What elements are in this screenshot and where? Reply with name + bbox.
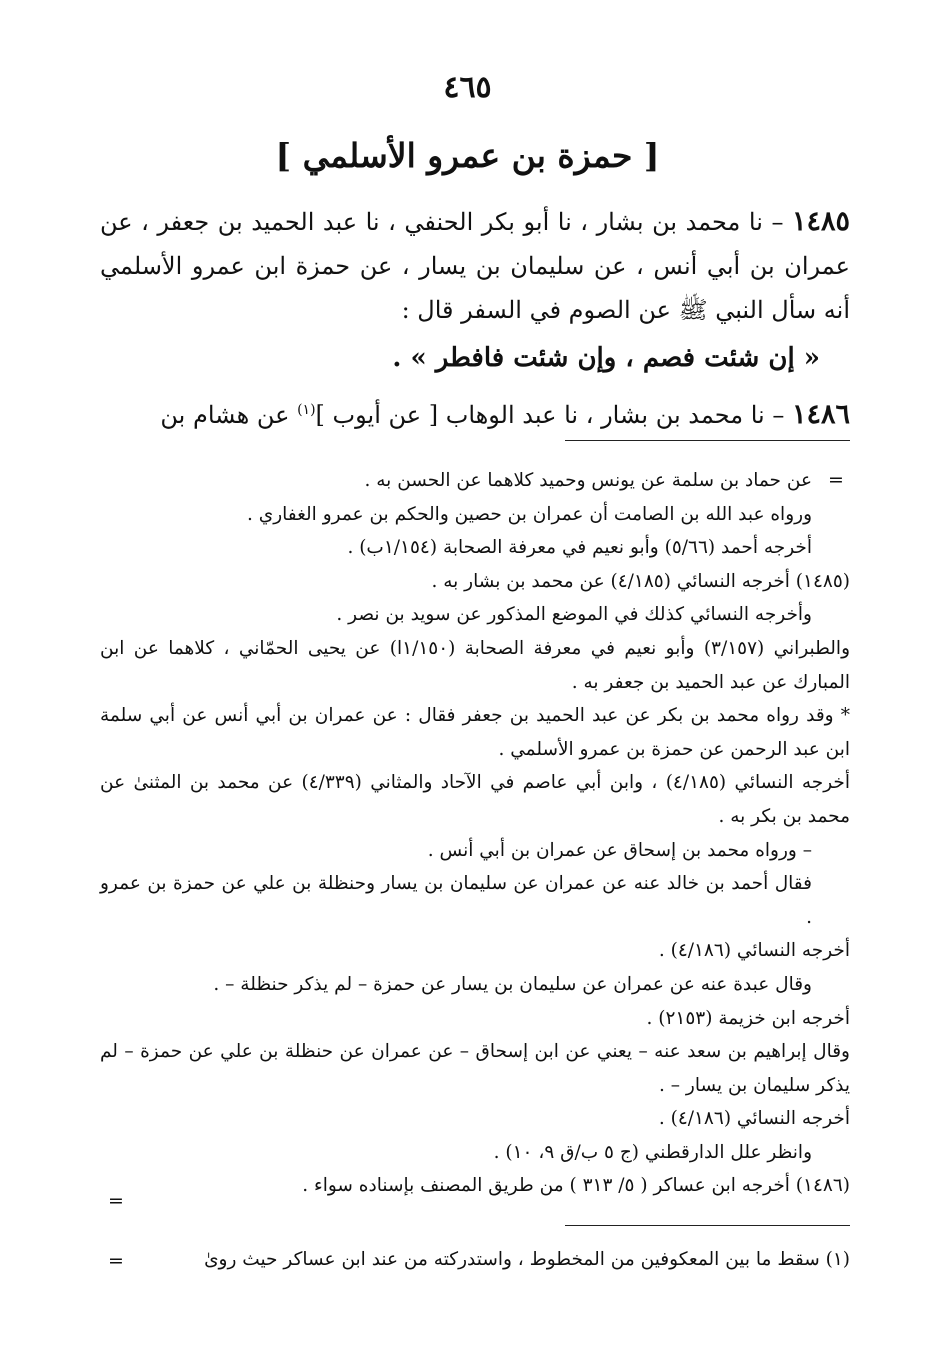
footnote-1: (١) سقط ما بين المعكوفين من المخطوط ، واستدركته من عند ابن عساكر حيث روىٰ [204, 1249, 850, 1270]
hadith-text-1486-a: – نا محمد بن بشار ، نا عبد الوهاب [ عن أيوب ] [315, 401, 792, 429]
note-line: أخرجه النسائي (٤/١٨٦) . [658, 940, 850, 962]
chapter-title: [ حمزة بن عمرو الأسلمي ] [275, 136, 660, 175]
hadith-number-1485: ١٤٨٥ [791, 206, 850, 237]
note-line: وأخرجه النسائي كذلك في الموضع المذكور عن سويد بن نصر . [336, 604, 812, 626]
note-line: (١٤٨٦) أخرجه ابن عساكر ( ٥/ ٣١٣ ) من طريق المصنف بإسناده سواء . [302, 1175, 850, 1197]
continuation-mark-top: = [828, 469, 844, 491]
takhrij-notes [100, 464, 850, 1203]
hadith-1485 [100, 200, 850, 332]
hadith-quote-1485: « إن شئت فصم ، وإن شئت فافطر » . [392, 343, 820, 373]
hadith-text-1486-b: عن هشام بن [160, 401, 298, 429]
note-line: أخرجه النسائي (٤/١٨٦) . [658, 1108, 850, 1130]
note-line: ورواه عبد الله بن الصامت أن عمران بن حصين والحكم بن عمرو الغفاري . [246, 503, 812, 525]
hadith-1486 [100, 388, 850, 437]
main-text [100, 200, 850, 437]
note-line: (١٤٨٥) أخرجه النسائي (٤/١٨٥) عن محمد بن بشار به . [431, 570, 850, 592]
note-line: عن حماد بن سلمة عن يونس وحميد كلاهما عن الحسن به . [364, 470, 812, 491]
note-line: وقال عبدة عنه عن عمران عن سليمان بن يسار عن حمزة – لم يذكر حنظلة – . [213, 973, 812, 995]
hadith-number-1486: ١٤٨٦ [791, 399, 850, 430]
note-line: فقال أحمد بن خالد عنه عن عمران عن سليمان بن يسار وحنظلة بن علي عن حمزة بن عمرو . [100, 873, 812, 928]
hadith-text-1485: – نا محمد بن بشار ، نا أبو بكر الحنفي ، نا عبد الحميد بن جعفر ، عن عمران بن أبي أنس ، عن سليمان بن يسار ، عن حمزة ابن عمرو الأسلمي أنه سأل النبي ﷺ عن الصوم في السفر قال : [100, 208, 850, 324]
continuation-mark-bottom: = [108, 1250, 124, 1272]
note-line: – ورواه محمد بن إسحاق عن عمران بن أبي أنس . [427, 839, 812, 861]
note-line: وانظر علل الدارقطني (ج ٥ ب/ق ٩، ١٠) . [493, 1141, 812, 1163]
continuation-mark-middle: = [108, 1190, 124, 1212]
note-line: أخرجه النسائي (٤/١٨٥) ، وابن أبي عاصم في الآحاد والمثاني (٤/٣٣٩) عن محمد بن المثنىٰ عن محمد بن بكر به . [100, 772, 850, 827]
footnote-ref-1: (١) [297, 402, 316, 418]
note-line: * وقد رواه محمد بن بكر عن عبد الحميد بن جعفر فقال : عن عمران بن أبي أنس عن أبي سلمة ابن عبد الرحمن عن حمزة بن عمرو الأسلمي . [100, 705, 850, 760]
note-line: وقال إبراهيم بن سعد عنه – يعني عن ابن إسحاق – عن عمران عن حنظلة بن علي عن حمزة – لم يذكر سليمان بن يسار – . [100, 1041, 850, 1096]
note-line: والطبراني (٣/١٥٧) وأبو نعيم في معرفة الصحابة (١/١٥٠ا) عن يحيى الحمّاني ، كلاهما عن ابن المبارك عن عبد الحميد بن جعفر به . [100, 637, 850, 693]
page-number: ٤٦٥ [443, 70, 492, 105]
note-line: أخرجه أحمد (٥/٦٦) وأبو نعيم في معرفة الصحابة (١/١٥٤ب) . [347, 537, 812, 559]
separator-rule-top [565, 440, 850, 441]
separator-rule-bottom [565, 1225, 850, 1226]
note-line: أخرجه ابن خزيمة (٢١٥٣) . [646, 1007, 850, 1029]
